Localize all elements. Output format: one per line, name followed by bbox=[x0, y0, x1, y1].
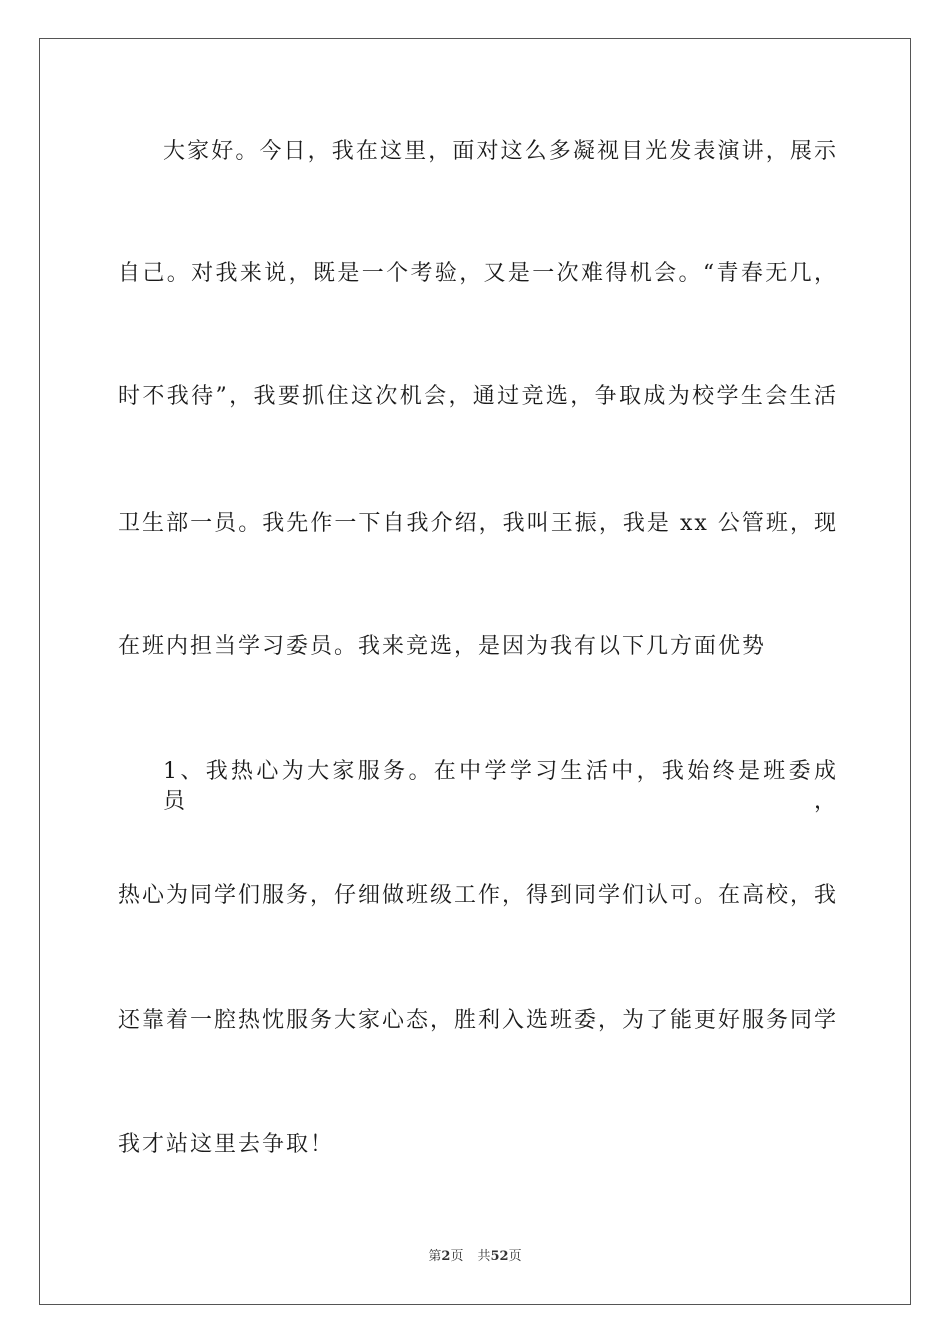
total-suffix: 页 bbox=[508, 1249, 522, 1264]
page-prefix: 第 bbox=[428, 1249, 442, 1264]
paragraph-line-2: 自己。对我来说，既是一个考验，又是一次难得机会。“青春无几， bbox=[118, 261, 838, 286]
page-number: 2 bbox=[441, 1249, 451, 1264]
paragraph-line-3: 时不我待”，我要抓住这次机会，通过竞选，争取成为校学生会生活 bbox=[118, 384, 838, 409]
page-suffix: 页 bbox=[450, 1249, 464, 1264]
page-border bbox=[39, 38, 911, 1305]
paragraph-line-1: 大家好。今日，我在这里，面对这么多凝视目光发表演讲，展示 bbox=[163, 139, 838, 164]
page-footer bbox=[0, 1248, 950, 1266]
paragraph-line-7: 热心为同学们服务，仔细做班级工作，得到同学们认可。在高校，我 bbox=[118, 883, 839, 908]
total-prefix: 共 bbox=[477, 1249, 491, 1264]
paragraph-line-5: 在班内担当学习委员。我来竞选，是因为我有以下几方面优势 bbox=[118, 634, 767, 659]
paragraph-line-9: 我才站这里去争取！ bbox=[118, 1132, 335, 1157]
total-pages: 52 bbox=[490, 1249, 509, 1264]
paragraph-line-8: 还靠着一腔热忱服务大家心态，胜利入选班委，为了能更好服务同学 bbox=[118, 1008, 839, 1033]
paragraph-line-6: 1、我热心为大家服务。在中学学习生活中，我始终是班委成员， bbox=[163, 759, 838, 814]
paragraph-line-4: 卫生部一员。我先作一下自我介绍，我叫王振，我是 xx 公管班，现 bbox=[118, 511, 838, 536]
